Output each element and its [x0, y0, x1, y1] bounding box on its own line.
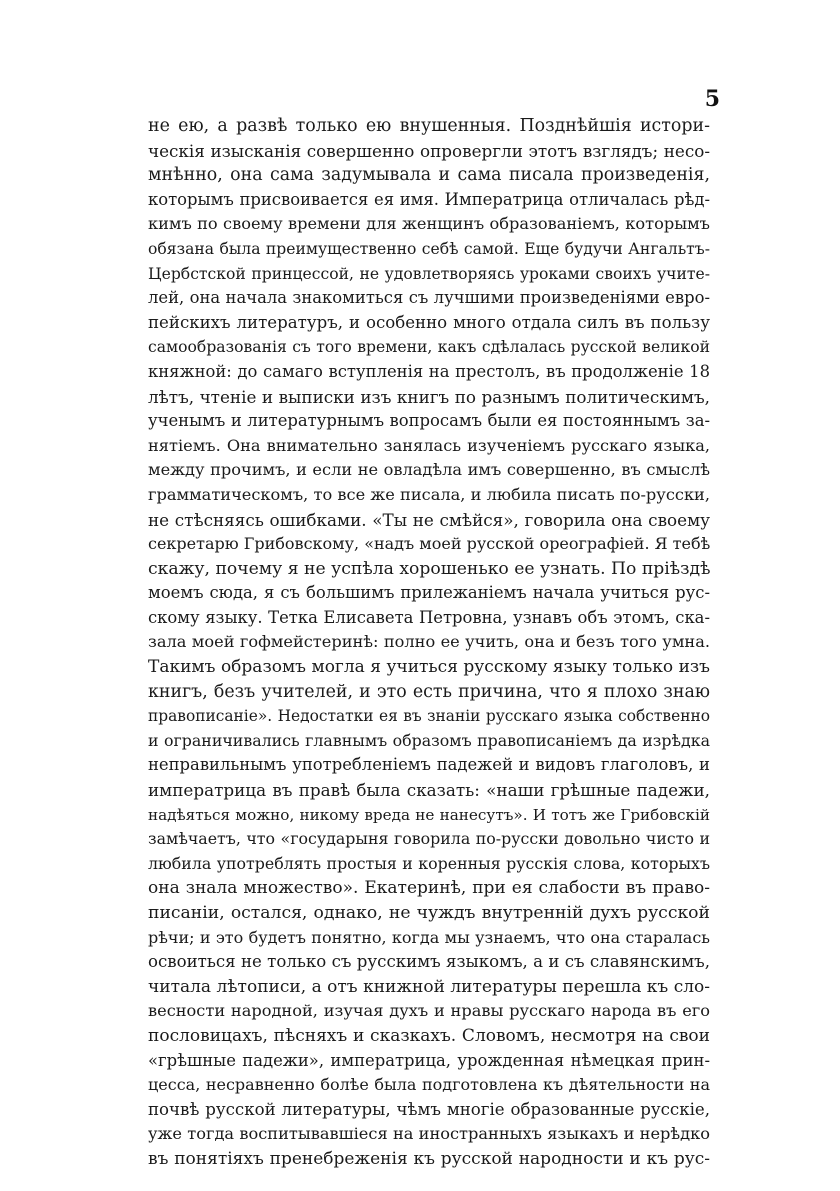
text-line: самообразованія съ того времени, какъ сдѣлалась русской великой [148, 338, 710, 357]
text-line: между прочимъ, и если не овладѣла имъ совершенно, въ смыслѣ [148, 460, 710, 480]
text-line: надѣяться можно, никому вреда не нанесутъ». И тотъ же Грибовскій [148, 805, 710, 824]
text-line: и ограничивались главнымъ образомъ правописаніемъ да изрѣдка [148, 730, 710, 750]
text-line: неправильнымъ употребленіемъ падежей и видовъ глаголовъ, и [148, 755, 710, 775]
text-line: въ понятіяхъ пренебреженія къ русской народности и къ рус- [148, 1148, 710, 1169]
text-line: мнѣнно, она сама задумывала и сама писала произведенія, [148, 165, 710, 186]
text-line: пословицахъ, пѣсняхъ и сказкахъ. Словомъ, несмотря на свои [148, 1025, 710, 1046]
text-line: императрица въ правѣ была сказать: «наши грѣшные падежи, [148, 780, 710, 801]
body-text [148, 114, 710, 1172]
text-line: ученымъ и литературнымъ вопросамъ были ея постояннымъ за- [148, 411, 710, 431]
text-line: рѣчи; и это будетъ понятно, когда мы узнаемъ, что она старалась [148, 927, 710, 947]
text-line: правописаніе». Недостатки ея въ знаніи русскаго языка собственно [148, 707, 710, 726]
text-line: секретарю Грибовскому, «надъ моей русской ореографіей. Я тебѣ [148, 534, 711, 554]
text-line: которымъ присвоивается ея имя. Императрица отличалась рѣд- [148, 189, 710, 209]
text-line: зала моей гофмейстеринѣ: полно ее учить, она и безъ того умна. [148, 632, 710, 652]
text-line: замѣчаетъ, что «государыня говорила по-русски довольно чисто и [148, 829, 710, 849]
text-line: кимъ по своему времени для женщинъ образованіемъ, которымъ [148, 214, 710, 234]
text-line: «грѣшные падежи», императрица, урожденная нѣмецкая прин- [148, 1050, 710, 1070]
text-line: лей, она начала знакомиться съ лучшими произведеніями евро- [148, 288, 710, 308]
text-line: она знала множество». Екатеринѣ, при ея слабости въ право- [148, 878, 710, 899]
text-line: не стѣсняясь ошибками. «Ты не смѣйся», говорила она своему [148, 509, 710, 530]
text-line: пейскихъ литературъ, и особенно много отдала силъ въ пользу [148, 312, 710, 332]
text-line: цесса, несравненно болѣе была подготовлена къ дѣятельности на [148, 1075, 710, 1095]
text-line: не ею, а развѣ только ею внушенныя. Позднѣйшія истори- [148, 116, 710, 136]
text-line: ческія изысканія совершенно опровергли этотъ взглядъ; несо- [148, 140, 710, 161]
text-line: Такимъ образомъ могла я учиться русскому языку только изъ [148, 657, 710, 678]
text-line: Цербстской принцессой, не удовлетворяясь уроками своихъ учите- [148, 264, 710, 283]
text-line: писаніи, остался, однако, не чуждъ внутренній духъ русской [148, 903, 710, 923]
text-line: скажу, почему я не успѣла хорошенько ее узнать. По пріѣздѣ [148, 558, 711, 579]
text-line: любила употреблять простыя и коренныя русскія слова, которыхъ [148, 853, 710, 873]
text-line: княжной: до самаго вступленія на престолъ, въ продолженіе 18 [148, 361, 710, 381]
text-line: грамматическомъ, то все же писала, и любила писать по-русски, [148, 484, 710, 504]
page-number: 5 [704, 86, 720, 112]
text-line: моемъ сюда, я съ большимъ прилежаніемъ начала учиться рус- [148, 583, 710, 603]
text-line: лѣтъ, чтеніе и выписки изъ книгъ по разнымъ политическимъ, [148, 386, 710, 407]
text-line: читала лѣтописи, а отъ книжной литературы перешла къ сло- [148, 976, 710, 997]
text-line: обязана была преимущественно себѣ самой. Еще будучи Ангальтъ- [148, 239, 710, 258]
text-line: уже тогда воспитывавшіеся на иностранныхъ языкахъ и нерѣдко [148, 1124, 710, 1144]
text-line: нятіемъ. Она внимательно занялась изученіемъ русскаго языка, [148, 435, 710, 455]
text-line: скому языку. Тетка Елисавета Петровна, узнавъ объ этомъ, ска- [148, 607, 710, 627]
text-line: почвѣ русской литературы, чѣмъ многіе образованные русскіе, [148, 1099, 710, 1119]
text-line: освоиться не только съ русскимъ языкомъ, а и съ славянскимъ, [148, 952, 710, 972]
text-line: книгъ, безъ учителей, и это есть причина, что я плохо знаю [148, 681, 710, 702]
text-line: весности народной, изучая духъ и нравы русскаго народа въ его [148, 1001, 710, 1021]
